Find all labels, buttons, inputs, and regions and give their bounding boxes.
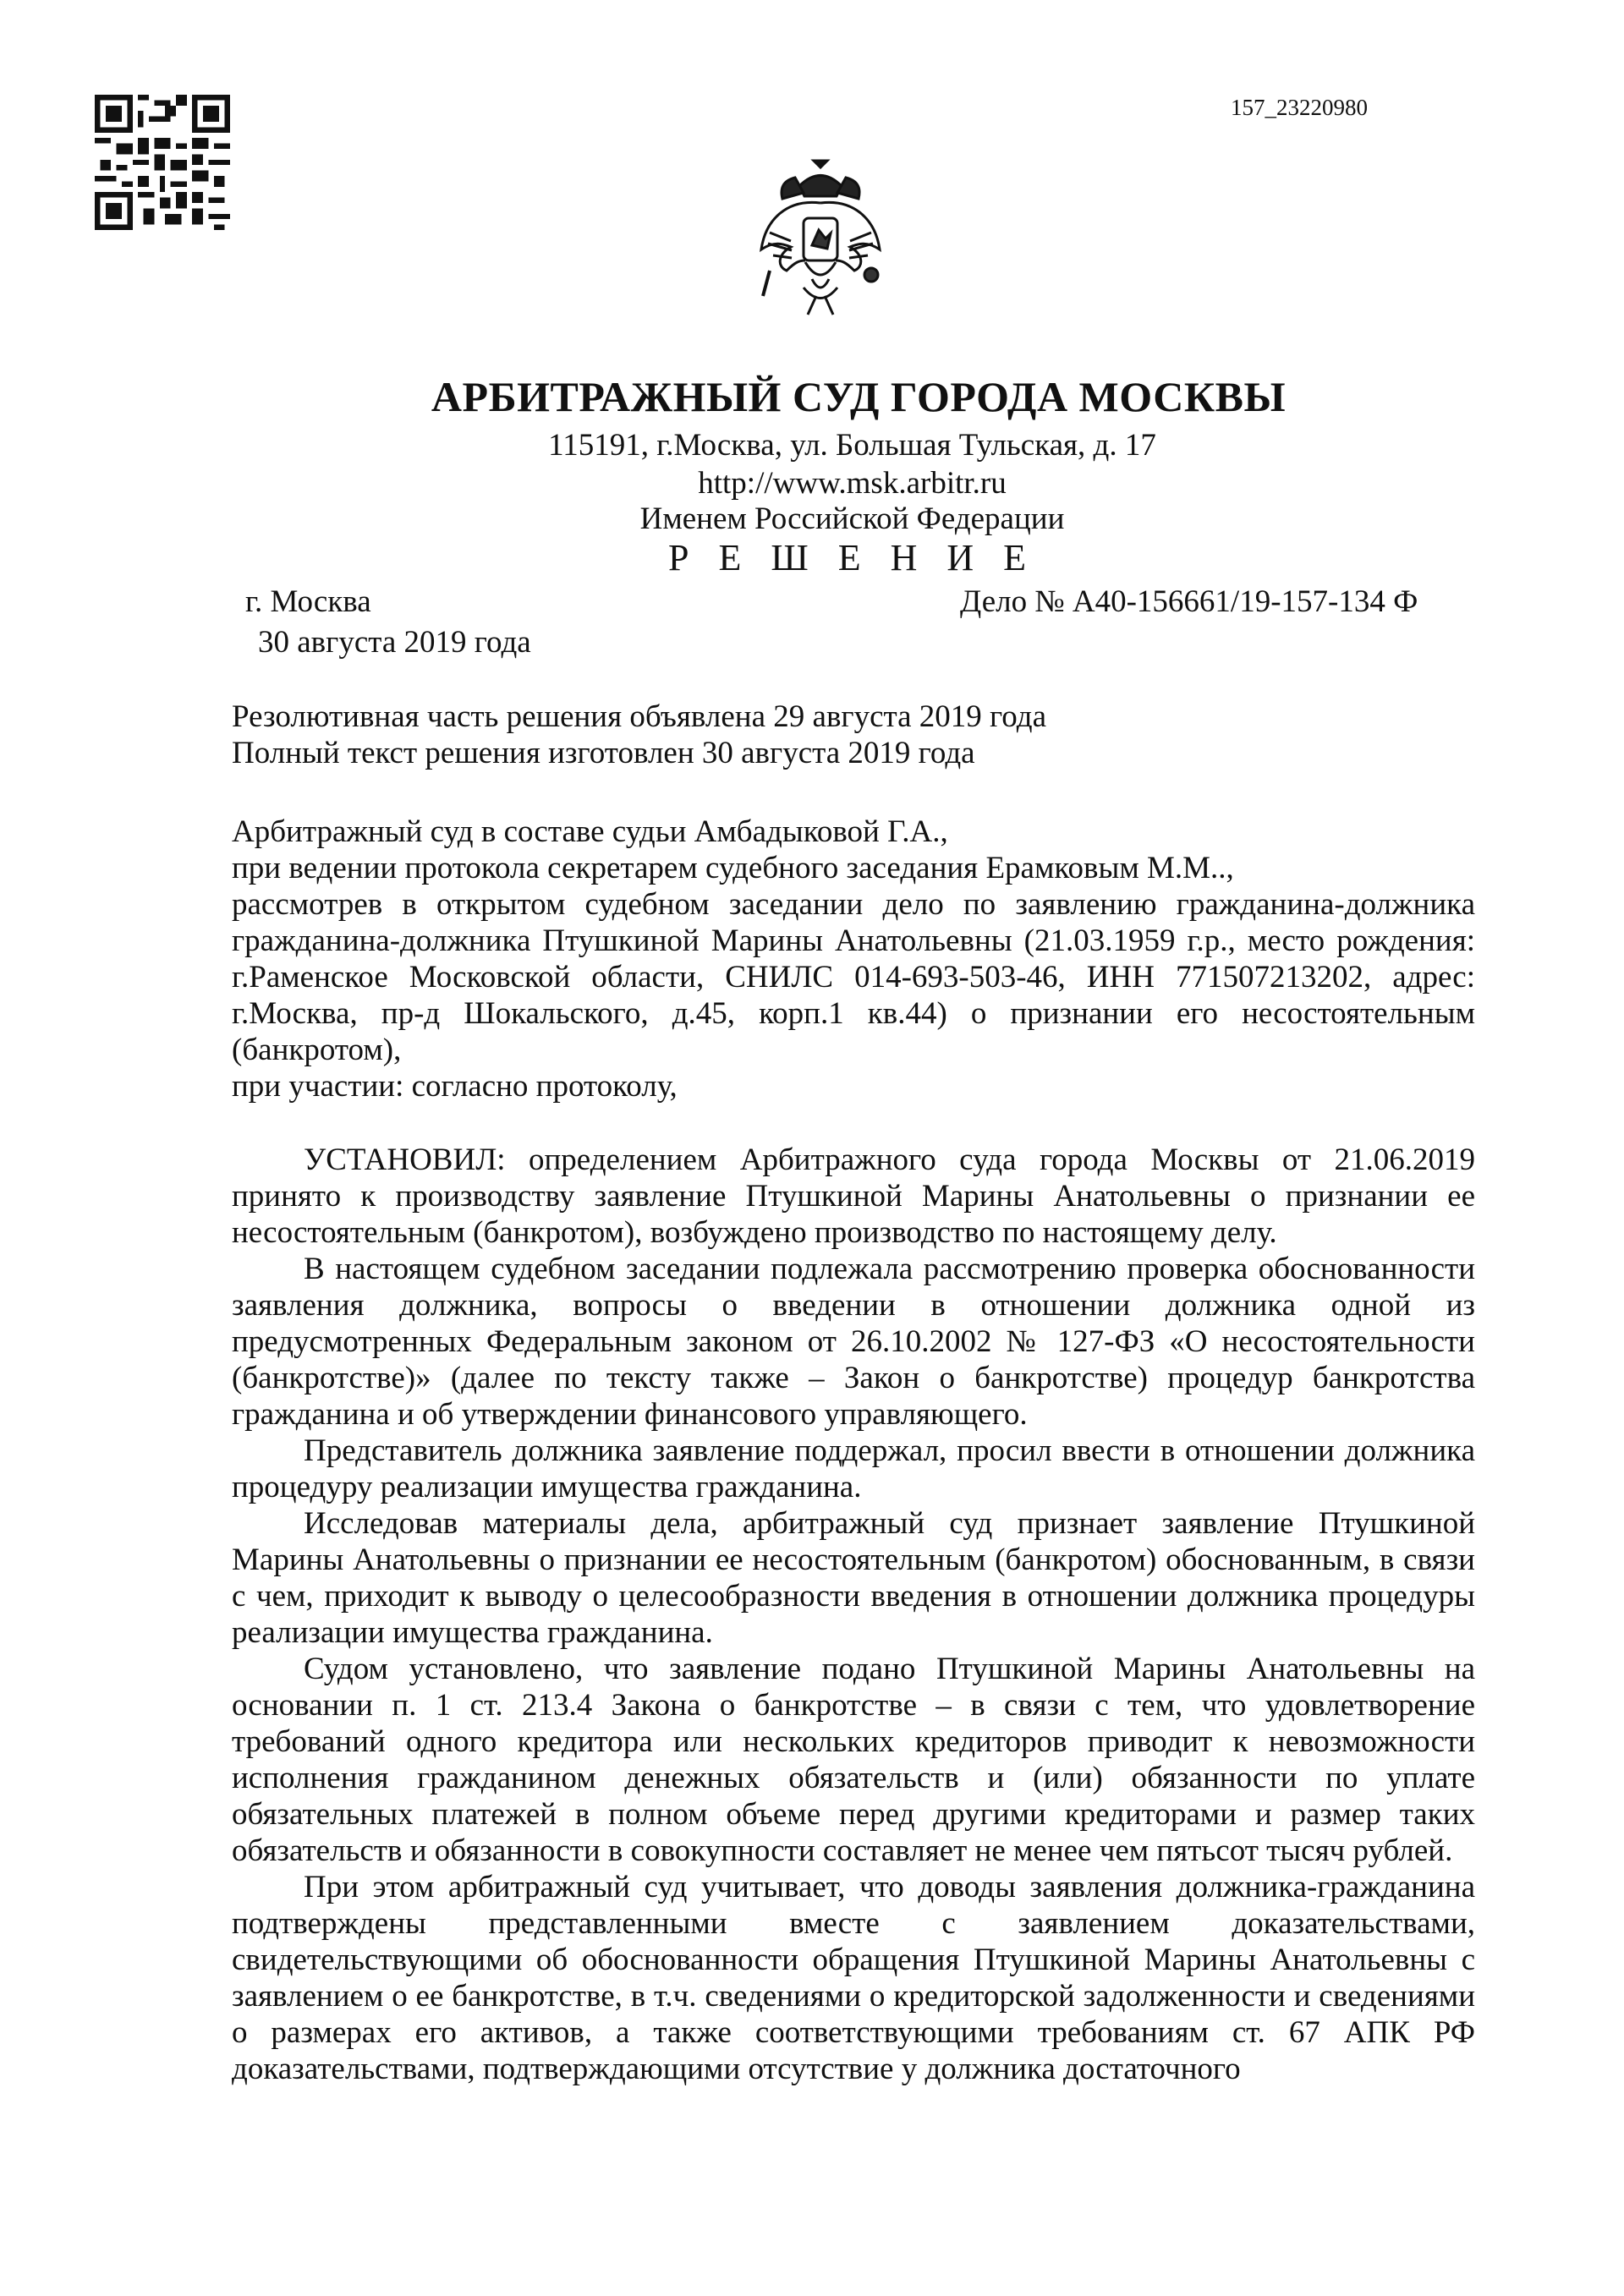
body-paragraph: Судом установлено, что заявление подано Птушкиной Марины Анатольевны на основании п. 1 ст. 213.4 Закона о банкротстве – в связи с тем, что удовлетворение требований одного кредитора или нескольких кредиторов приводит к невозможности исполнения гражданином денежных обязательств и (или) обязанности по уплате обязательных платежей в полном объеме перед другими кредиторами и размер таких обязательств и обязанности в совокупности составляет не менее чем пятьсот тысяч рублей. bbox=[232, 1652, 1475, 1868]
body-paragraph: УСТАНОВИЛ: определением Арбитражного суда города Москвы от 21.06.2019 принято к производству заявление Птушкиной Марины Анатольевны о признании ее несостоятельным (банкротом), возбуждено производство по настоящему делу. bbox=[232, 1143, 1475, 1250]
decision-city: г. Москва bbox=[245, 584, 371, 619]
decision-heading: Р Е Ш Е Н И Е bbox=[667, 537, 1037, 578]
body-paragraph: Исследовав материалы дела, арбитражный суд признает заявление Птушкиной Марины Анатольевны о признании ее несостоятельным (банкротом) обоснованным, в связи с чем, приходит к выводу о целесообразности введения в отношении должника процедуры реализации имущества гражданина. bbox=[232, 1506, 1475, 1650]
intro-line: Арбитражный суд в составе судьи Амбадыковой Г.А., bbox=[232, 814, 948, 849]
intro-paragraph: рассмотрев в открытом судебном заседании дело по заявлению гражданина-должника гражданина-должника Птушкиной Марины Анатольевны (21.03.1959 г.р., место рождения: г.Раменское Московской области, СНИЛС 014-693-503-46, ИНН 771507213202, адрес: г.Москва, пр-д Шокальского, д.45, корп.1 кв.44) о признании его несостоятельным (банкротом), bbox=[232, 887, 1475, 1067]
intro-section bbox=[232, 814, 1475, 1104]
court-title: АРБИТРАЖНЫЙ СУД ГОРОДА МОСКВЫ bbox=[431, 373, 1287, 420]
intro-line: при участии: согласно протоколу, bbox=[232, 1069, 678, 1104]
body-paragraph: В настоящем судебном заседании подлежала рассмотрению проверка обоснованности заявления должника, вопросы о введении в отношении должника одной из предусмотренных Федеральным законом от 26.10.2002 № 127-ФЗ «О несостоятельности (банкротстве)» (далее по тексту также – Закон о банкротстве) процедур банкротства гражданина и об утверждении финансового управляющего. bbox=[232, 1252, 1475, 1432]
court-address: 115191, г.Москва, ул. Большая Тульская, д. 17 bbox=[548, 428, 1156, 463]
decision-date: 30 августа 2019 года bbox=[258, 625, 531, 660]
announcements bbox=[232, 699, 1475, 771]
intro-line: при ведении протокола секретарем судебного заседания Ерамковым М.М.., bbox=[232, 851, 1234, 885]
announcement-line: Полный текст решения изготовлен 30 августа 2019 года bbox=[232, 736, 975, 770]
body-section bbox=[232, 1142, 1475, 2087]
case-number: Дело № А40-156661/19-157-134 Ф bbox=[960, 584, 1418, 619]
qr-code-icon bbox=[95, 95, 230, 230]
document-id: 157_23220980 bbox=[1231, 95, 1368, 120]
body-paragraph: При этом арбитражный суд учитывает, что доводы заявления должника-гражданина подтверждены представленными вместе с заявлением доказательствами, свидетельствующими об обоснованности обращения Птушкиной Марины Анатольевны с заявлением о ее банкротстве, в т.ч. сведениями о кредиторской задолженности и сведениями о размерах его активов, а также соответствующими требованиям ст. 67 АПК РФ доказательствами, подтверждающими отсутствие у должника достаточного bbox=[232, 1870, 1475, 2086]
body-paragraph: Представитель должника заявление поддержал, просил ввести в отношении должника процедуру реализации имущества гражданина. bbox=[232, 1433, 1475, 1504]
court-website: http://www.msk.arbitr.ru bbox=[698, 466, 1007, 501]
announcement-line: Резолютивная часть решения объявлена 29 августа 2019 года bbox=[232, 699, 1046, 734]
coat-of-arms-icon bbox=[753, 152, 888, 321]
in-name-of-line: Именем Российской Федерации bbox=[639, 501, 1065, 536]
